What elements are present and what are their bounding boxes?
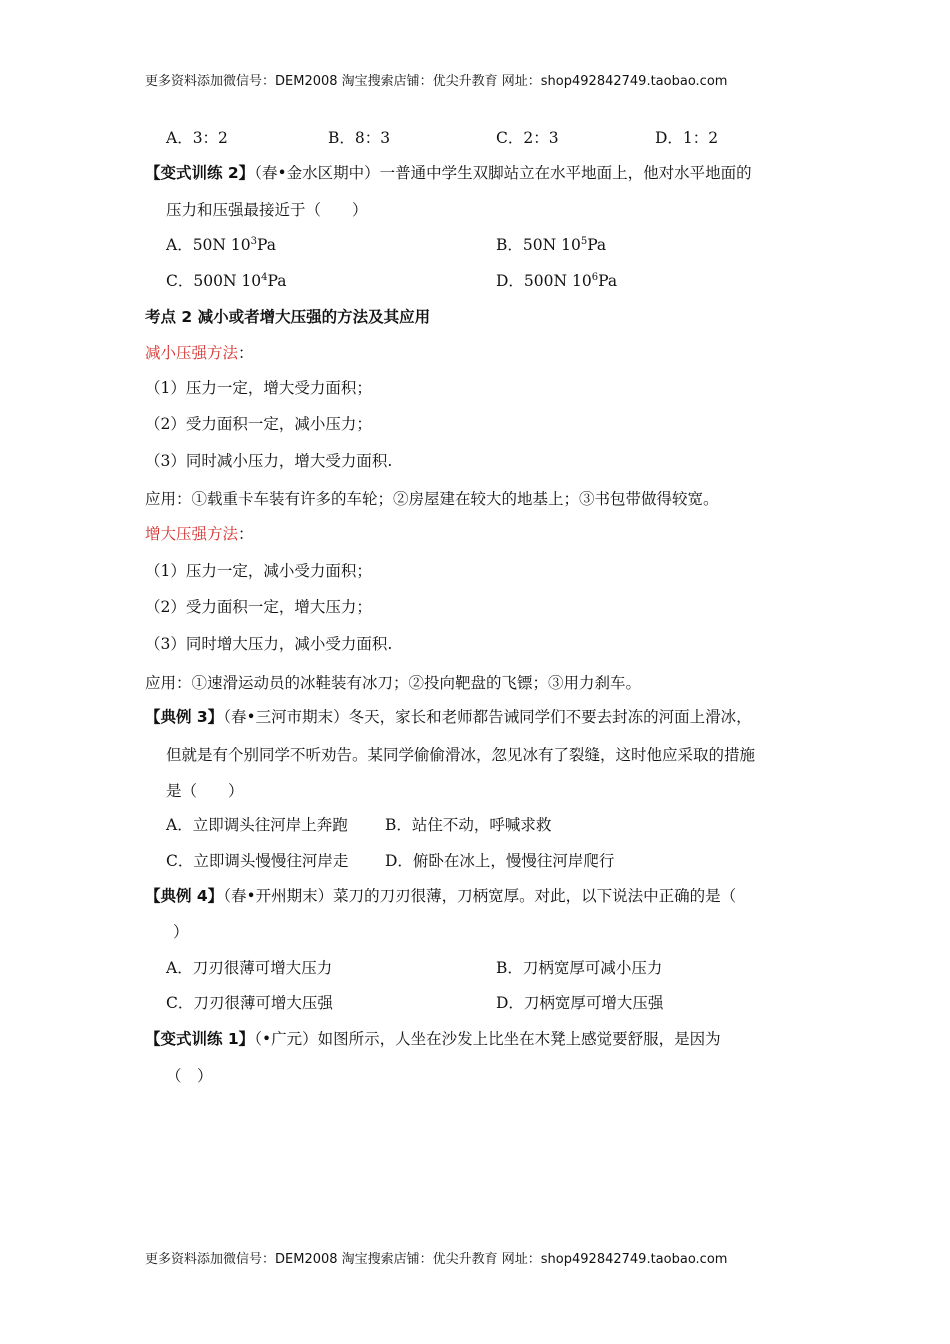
reduce-item-2: （2）受力面积一定，减小压力；: [145, 415, 372, 433]
variant2-option-b-exp: 5: [580, 236, 588, 247]
variant2-line2: 压力和压强最接近于（ ）: [166, 201, 368, 219]
example4-option-b: B．刀柄宽厚可减小压力: [496, 959, 663, 977]
reduce-item-3: （3）同时减小压力，增大受力面积.: [145, 452, 393, 470]
variant2-option-a-unit: Pa: [257, 236, 276, 254]
q1-option-b: B．8：3: [328, 129, 391, 147]
increase-application: 应用：①速滑运动员的冰鞋装有冰刀；②投向靶盘的飞镖；③用力刹车。: [145, 674, 642, 692]
variant2-option-c-exp: 4: [261, 272, 268, 283]
example4-question: [145, 886, 736, 906]
variant2-option-c-label: C．500N 10: [166, 272, 262, 290]
example3-option-b: B．站住不动，呼喊求救: [385, 816, 552, 834]
example4-tag: 【典例 4】: [145, 887, 224, 905]
variant2-option-a-label: A．50N 10: [166, 236, 251, 254]
increase-item-2: （2）受力面积一定，增大压力；: [145, 598, 372, 616]
variant2-option-b-unit: Pa: [587, 236, 607, 254]
page-header: 更多资料添加微信号：DEM2008 淘宝搜索店铺：优尖升教育 网址：shop492842749.taobao.com: [145, 74, 728, 89]
q1-option-d: D．1：2: [655, 129, 719, 147]
variant2-option-d-unit: Pa: [598, 272, 618, 290]
variant2-option-a: [166, 235, 276, 255]
reduce-title-line: [145, 343, 254, 363]
example3-option-d: D．俯卧在冰上，慢慢往河岸爬行: [385, 852, 615, 870]
reduce-application: 应用：①载重卡车装有许多的车轮；②房屋建在较大的地基上；③书包带做得较宽。: [145, 490, 719, 508]
variant2-option-b-label: B．50N 10: [496, 236, 581, 254]
variant2-option-d: [496, 271, 617, 291]
variant2-option-a-exp: 3: [250, 236, 258, 247]
variant2-option-c-unit: Pa: [267, 272, 287, 290]
example3-line1: （春•三河市期末）冬天，家长和老师都告诫同学们不要去封冻的河面上滑冰，: [223, 708, 752, 726]
example3-option-a: A．立即调头往河岸上奔跑: [166, 816, 348, 834]
variant1-line1: （•广元）如图所示，人坐在沙发上比坐在木凳上感觉要舒服，是因为: [254, 1030, 721, 1048]
increase-item-1: （1）压力一定，减小受力面积；: [145, 562, 372, 580]
example3-line3: 是（ ）: [166, 782, 244, 800]
example3-question: [145, 707, 752, 727]
increase-title: 增大压强方法: [145, 525, 239, 543]
variant2-tag: 【变式训练 2】: [145, 164, 255, 182]
variant1-question: [145, 1029, 721, 1049]
q1-option-a: A．3：2: [166, 129, 228, 147]
variant2-option-d-label: D．500N 10: [496, 272, 592, 290]
reduce-colon: ：: [238, 344, 254, 362]
q1-option-c: C．2：3: [496, 129, 559, 147]
example4-option-d: D．刀柄宽厚可增大压强: [496, 994, 664, 1012]
increase-colon: ：: [238, 525, 254, 543]
example4-option-a: A．刀刃很薄可增大压力: [166, 959, 333, 977]
variant2-option-d-exp: 6: [591, 272, 599, 283]
example4-line1: （春•开州期末）菜刀的刀刃很薄，刀柄宽厚。对此，以下说法中正确的是（: [223, 887, 737, 905]
page-footer: 更多资料添加微信号：DEM2008 淘宝搜索店铺：优尖升教育 网址：shop492842749.taobao.com: [145, 1252, 728, 1267]
variant2-option-c: [166, 271, 287, 291]
increase-title-line: [145, 524, 254, 544]
variant1-tag: 【变式训练 1】: [145, 1030, 255, 1048]
example4-line2: ）: [173, 923, 189, 941]
variant2-line1: （春•金水区期中）一普通中学生双脚站立在水平地面上，他对水平地面的: [254, 164, 752, 182]
example4-option-c: C．刀刃很薄可增大压强: [166, 994, 333, 1012]
variant1-line2: （ ）: [166, 1067, 213, 1085]
variant2-option-b: [496, 235, 606, 255]
variant2-question: [145, 163, 752, 183]
reduce-item-1: （1）压力一定，增大受力面积；: [145, 379, 372, 397]
reduce-title: 减小压强方法: [145, 344, 239, 362]
example3-line2: 但就是有个别同学不听劝告。某同学偷偷滑冰，忽见冰有了裂缝，这时他应采取的措施: [166, 746, 756, 764]
kaodian2-heading: 考点 2 减小或者增大压强的方法及其应用: [145, 308, 431, 326]
example3-option-c: C．立即调头慢慢往河岸走: [166, 852, 349, 870]
increase-item-3: （3）同时增大压力，减小受力面积.: [145, 635, 393, 653]
example3-tag: 【典例 3】: [145, 708, 224, 726]
